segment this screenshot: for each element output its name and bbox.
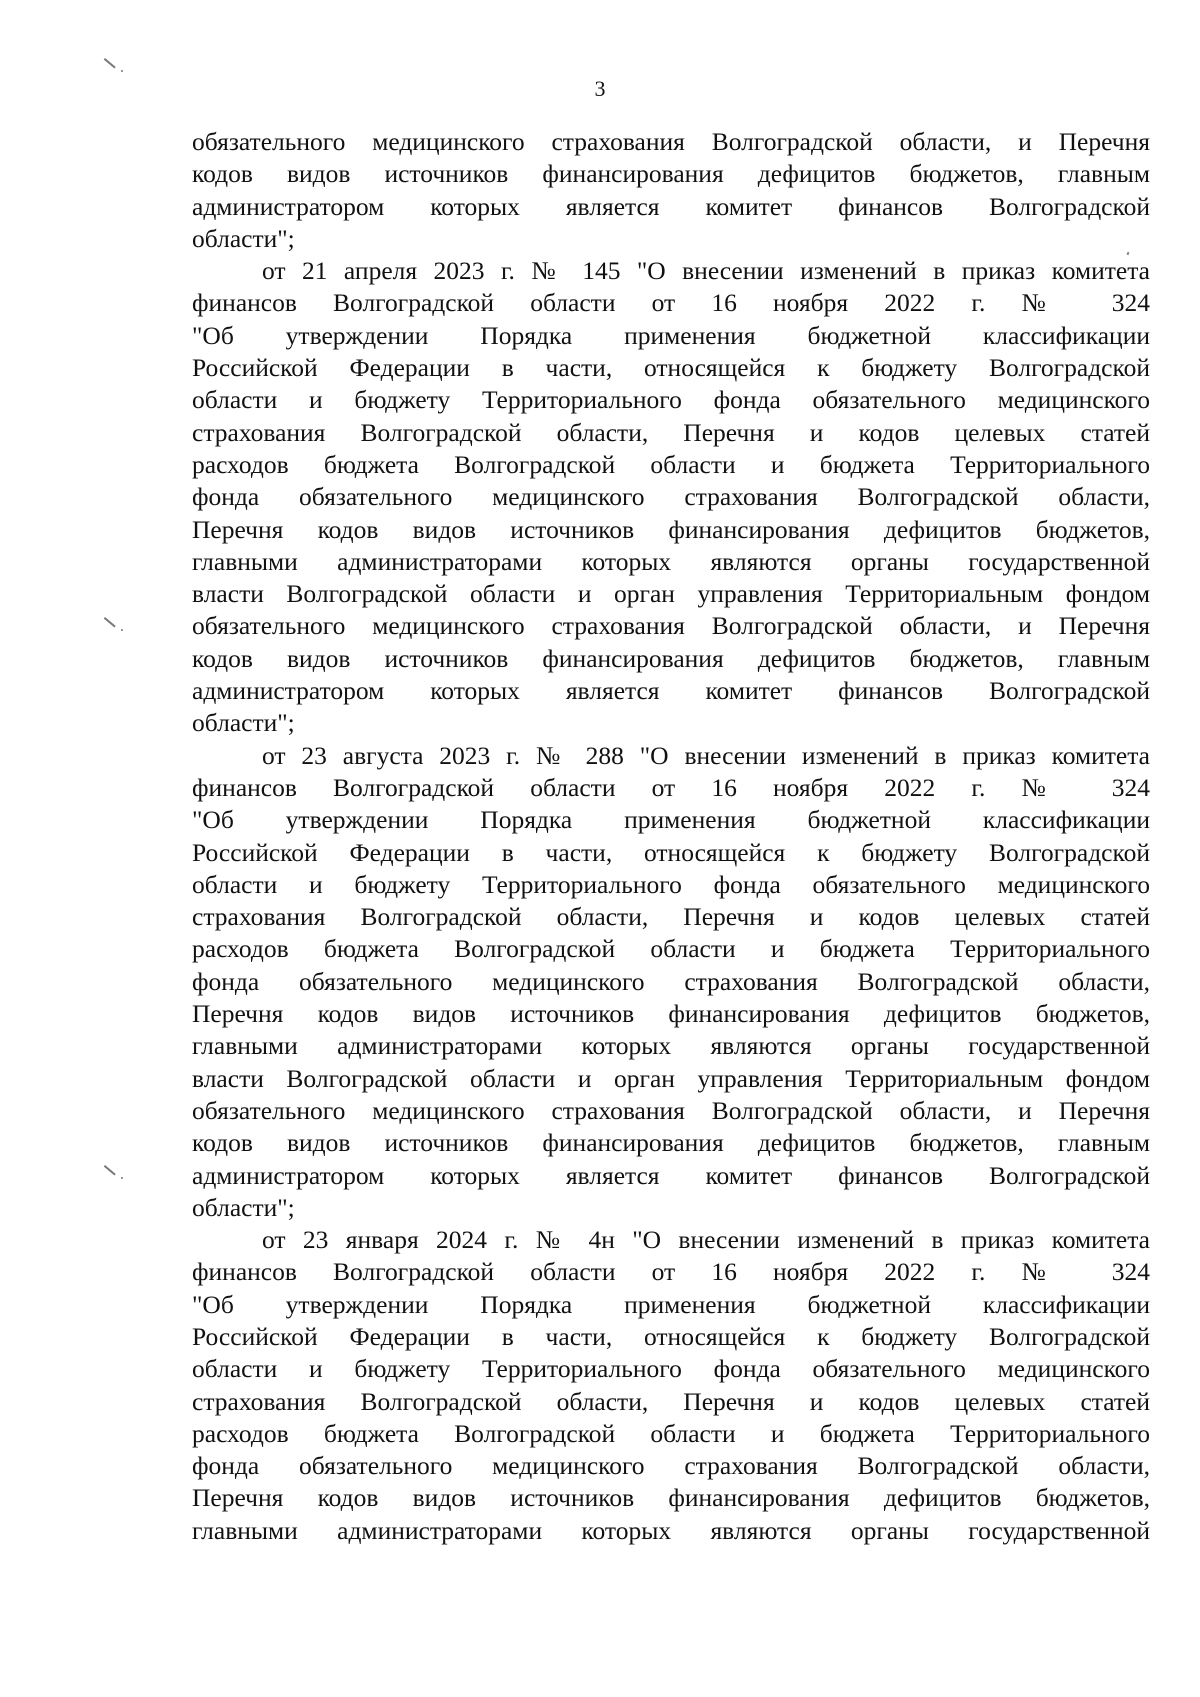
text-line: власти Волгоградской области и орган управления Территориальным фондом (192, 579, 1150, 609)
text-line: фонда обязательного медицинского страхования Волгоградской области, (192, 482, 1150, 512)
scan-artifact (105, 1165, 106, 1166)
text-line: власти Волгоградской области и орган управления Территориальным фондом (192, 1063, 1150, 1093)
text-line: фонда обязательного медицинского страхования Волгоградской области, (192, 966, 1150, 996)
text-line: расходов бюджета Волгоградской области и бюджета Территориального (192, 934, 1150, 964)
text-line: финансов Волгоградской области от 16 ноября 2022 г. № 324 (192, 288, 1150, 318)
text-line: страхования Волгоградской области, Перечня и кодов целевых статей (192, 1386, 1150, 1416)
text-line: кодов видов источников финансирования дефицитов бюджетов, главным (192, 1128, 1150, 1158)
text-line: администратором которых является комитет финансов Волгоградской (192, 676, 1150, 706)
text-line: Российской Федерации в части, относящейся к бюджету Волгоградской (192, 1321, 1150, 1351)
text-line: финансов Волгоградской области от 16 ноября 2022 г. № 324 (192, 1257, 1150, 1287)
text-line: фонда обязательного медицинского страхования Волгоградской области, (192, 1451, 1150, 1481)
scan-artifact (105, 617, 106, 618)
text-line: Перечня кодов видов источников финансирования дефицитов бюджетов, (192, 514, 1150, 544)
text-line: расходов бюджета Волгоградской области и бюджета Территориального (192, 1418, 1150, 1448)
text-line: обязательного медицинского страхования Волгоградской области, и Перечня (192, 1095, 1150, 1125)
text-line: области и бюджету Территориального фонда обязательного медицинского (192, 385, 1150, 415)
document-body (192, 126, 1150, 1547)
text-line: Перечня кодов видов источников финансирования дефицитов бюджетов, (192, 1483, 1150, 1513)
text-line: страхования Волгоградской области, Перечня и кодов целевых статей (192, 902, 1150, 932)
paragraph-first-line: от 23 января 2024 г. № 4н "О внесении изменений в приказ комитета (262, 1225, 1150, 1255)
text-line: страхования Волгоградской области, Перечня и кодов целевых статей (192, 417, 1150, 447)
text-line: администратором которых является комитет финансов Волгоградской (192, 1160, 1150, 1190)
text-line: области"; (192, 708, 295, 738)
text-line: Российской Федерации в части, относящейся к бюджету Волгоградской (192, 353, 1150, 383)
text-line: области"; (192, 223, 295, 253)
paragraph-first-line: от 23 августа 2023 г. № 288 "О внесении изменений в приказ комитета (262, 740, 1150, 770)
text-line: Перечня кодов видов источников финансирования дефицитов бюджетов, (192, 999, 1150, 1029)
text-line: области и бюджету Территориального фонда обязательного медицинского (192, 1354, 1150, 1384)
text-line: кодов видов источников финансирования дефицитов бюджетов, главным (192, 643, 1150, 673)
text-line: администратором которых является комитет финансов Волгоградской (192, 191, 1150, 221)
text-line: "Об утверждении Порядка применения бюджетной классификации (192, 320, 1150, 350)
text-line: "Об утверждении Порядка применения бюджетной классификации (192, 1289, 1150, 1319)
text-line: финансов Волгоградской области от 16 ноября 2022 г. № 324 (192, 772, 1150, 802)
text-line: главными администраторами которых являются органы государственной (192, 1515, 1150, 1545)
text-line: расходов бюджета Волгоградской области и бюджета Территориального (192, 449, 1150, 479)
text-line: кодов видов источников финансирования дефицитов бюджетов, главным (192, 159, 1150, 189)
text-line: главными администраторами которых являются органы государственной (192, 546, 1150, 576)
page-number: 3 (594, 76, 606, 101)
text-line: "Об утверждении Порядка применения бюджетной классификации (192, 805, 1150, 835)
paragraph-first-line: от 21 апреля 2023 г. № 145 "О внесении изменений в приказ комитета (262, 256, 1150, 286)
text-line: обязательного медицинского страхования Волгоградской области, и Перечня (192, 611, 1150, 641)
text-line: области и бюджету Территориального фонда обязательного медицинского (192, 869, 1150, 899)
text-line: Российской Федерации в части, относящейся к бюджету Волгоградской (192, 837, 1150, 867)
text-line: главными администраторами которых являются органы государственной (192, 1031, 1150, 1061)
text-line: обязательного медицинского страхования Волгоградской области, и Перечня (192, 127, 1150, 156)
text-line: области"; (192, 1192, 295, 1222)
scan-artifact (105, 58, 106, 59)
